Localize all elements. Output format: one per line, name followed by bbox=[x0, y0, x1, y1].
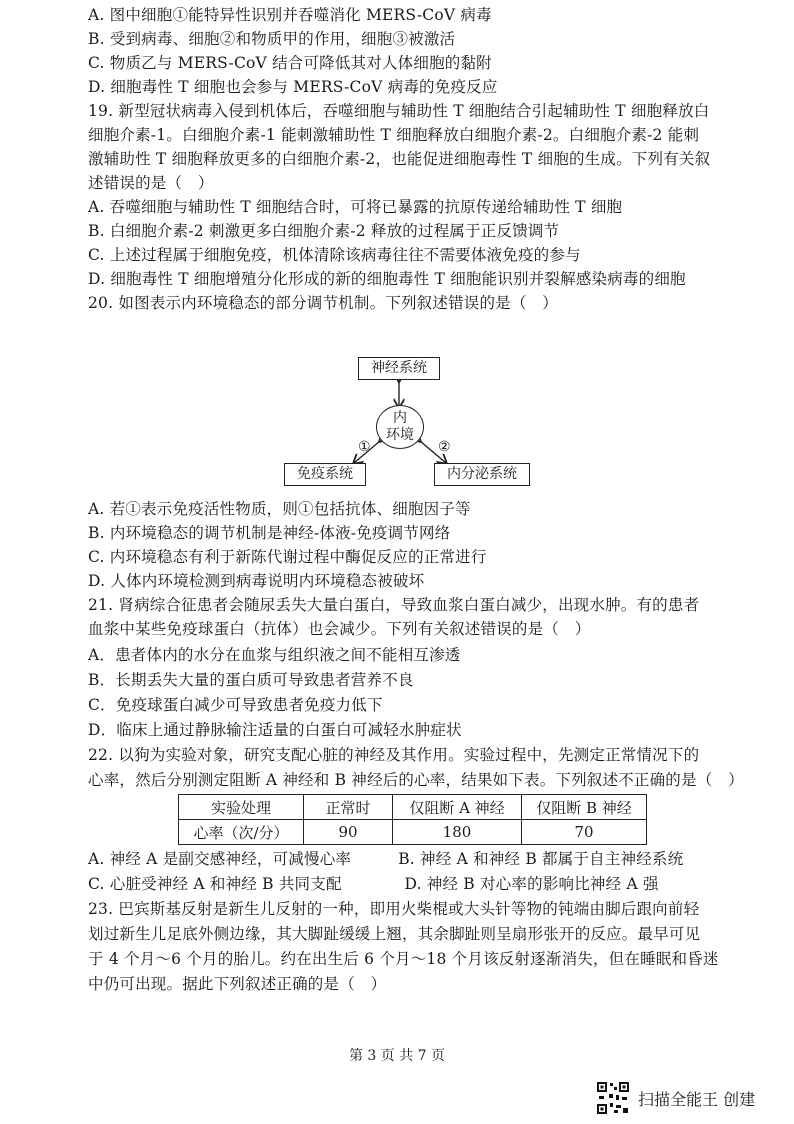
homeostasis-diagram bbox=[280, 355, 540, 493]
q19-stem-line: 19. 新型冠状病毒入侵到机体后，吞噬细胞与辅助性 T 细胞结合引起辅助性 T 细胞释放白 bbox=[88, 102, 710, 120]
q19-option-b: B. 白细胞介素-2 刺激更多白细胞介素-2 释放的过程属于正反馈调节 bbox=[88, 222, 560, 240]
endocrine-system-box: 内分泌系统 bbox=[434, 463, 530, 486]
q20-option-d: D. 人体内环境检测到病毒说明内环境稳态被破坏 bbox=[88, 572, 425, 590]
circle-label-line1: 内 bbox=[393, 410, 407, 426]
table-cell: 180 bbox=[393, 820, 522, 845]
table-header-row bbox=[179, 795, 647, 820]
watermark-text: 扫描全能王 创建 bbox=[638, 1089, 756, 1109]
table-row bbox=[179, 820, 647, 845]
circle-label-line2: 环境 bbox=[386, 427, 414, 443]
q21-stem-line: 21. 肾病综合征患者会随尿丢失大量白蛋白，导致血浆白蛋白减少，出现水肿。有的患者 bbox=[88, 596, 700, 614]
q19-stem-line: 激辅助性 T 细胞释放更多的白细胞介素-2，也能促进细胞毒性 T 细胞的生成。下列有关叙 bbox=[88, 150, 711, 168]
q20-stem: 20. 如图表示内环境稳态的部分调节机制。下列叙述错误的是（ ） bbox=[88, 294, 558, 312]
label-one: ① bbox=[358, 439, 371, 455]
table-cell: 90 bbox=[304, 820, 393, 845]
q23-stem-line: 中仍可出现。据此下列叙述正确的是（ ） bbox=[88, 975, 387, 993]
q18-option-d: D. 细胞毒性 T 细胞也会参与 MERS-CoV 病毒的免疫反应 bbox=[88, 78, 498, 96]
q18-option-a: A. 图中细胞①能特异性识别并吞噬消化 MERS-CoV 病毒 bbox=[88, 6, 492, 24]
label-two: ② bbox=[438, 439, 451, 455]
q22-options-cd: C. 心脏受神经 A 和神经 B 共同支配 D. 神经 B 对心率的影响比神经 A 强 bbox=[88, 875, 659, 893]
q19-stem-line: 细胞介素-1。白细胞介素-1 能刺激辅助性 T 细胞释放白细胞介素-2。白细胞介素-2 能刺 bbox=[88, 126, 700, 144]
q19-stem-line: 述错误的是（ ） bbox=[88, 174, 214, 192]
q22-stem-line: 22. 以狗为实验对象，研究支配心脏的神经及其作用。实验过程中，先测定正常情况下的 bbox=[88, 746, 700, 764]
q23-stem-line: 23. 巴宾斯基反射是新生儿反射的一种，即用火柴棍或大头针等物的钝端由脚后跟向前轻 bbox=[88, 900, 700, 918]
qr-code-icon bbox=[596, 1081, 630, 1115]
q21-option-a: A．患者体内的水分在血浆与组织液之间不能相互渗透 bbox=[88, 646, 461, 664]
table-header-cell: 实验处理 bbox=[179, 795, 304, 820]
nervous-system-box: 神经系统 bbox=[358, 357, 440, 380]
q20-option-c: C. 内环境稳态有利于新陈代谢过程中酶促反应的正常进行 bbox=[88, 548, 487, 566]
q22-stem-line: 心率，然后分别测定阻断 A 神经和 B 神经后的心率，结果如下表。下列叙述不正确的是（ ） bbox=[88, 771, 744, 789]
heart-rate-table bbox=[178, 794, 647, 845]
scanner-watermark bbox=[596, 1080, 755, 1116]
immune-system-box: 免疫系统 bbox=[284, 463, 366, 486]
q22-options-ab: A. 神经 A 是副交感神经，可减慢心率 B. 神经 A 和神经 B 都属于自主神经系统 bbox=[88, 850, 684, 868]
q18-option-b: B. 受到病毒、细胞②和物质甲的作用，细胞③被激活 bbox=[88, 30, 456, 48]
q23-stem-line: 划过新生儿足底外侧边缘，其大脚趾缓缓上翘，其余脚趾则呈扇形张开的反应。最早可见 bbox=[88, 925, 701, 943]
q21-option-c: C．免疫球蛋白减少可导致患者免疫力低下 bbox=[88, 696, 383, 714]
page-footer: 第 3 页 共 7 页 bbox=[348, 1048, 446, 1064]
q19-option-a: A. 吞噬细胞与辅助性 T 细胞结合时，可将已暴露的抗原传递给辅助性 T 细胞 bbox=[88, 198, 623, 216]
table-header-cell: 正常时 bbox=[304, 795, 393, 820]
table-header-cell: 仅阻断 B 神经 bbox=[522, 795, 647, 820]
q20-option-b: B. 内环境稳态的调节机制是神经-体液-免疫调节网络 bbox=[88, 524, 451, 542]
q21-option-d: D．临床上通过静脉输注适量的白蛋白可减轻水肿症状 bbox=[88, 721, 462, 739]
q18-option-c: C. 物质乙与 MERS-CoV 结合可降低其对人体细胞的黏附 bbox=[88, 54, 492, 72]
q21-stem-line: 血浆中某些免疫球蛋白（抗体）也会减少。下列有关叙述错误的是（ ） bbox=[88, 620, 591, 638]
q20-option-a: A. 若①表示免疫活性物质，则①包括抗体、细胞因子等 bbox=[88, 500, 471, 518]
table-header-cell: 仅阻断 A 神经 bbox=[393, 795, 522, 820]
table-cell: 心率（次/分） bbox=[179, 820, 304, 845]
q19-option-d: D. 细胞毒性 T 细胞增殖分化形成的新的细胞毒性 T 细胞能识别并裂解感染病毒的细胞 bbox=[88, 270, 686, 288]
q19-option-c: C. 上述过程属于细胞免疫，机体清除该病毒往往不需要体液免疫的参与 bbox=[88, 246, 581, 264]
q21-option-b: B．长期丢失大量的蛋白质可导致患者营养不良 bbox=[88, 671, 414, 689]
table-cell: 70 bbox=[522, 820, 647, 845]
internal-environment-circle bbox=[376, 405, 424, 449]
q23-stem-line: 于 4 个月～6 个月的胎儿。约在出生后 6 个月～18 个月该反射逐渐消失，但在睡眠和昏迷 bbox=[88, 950, 719, 968]
